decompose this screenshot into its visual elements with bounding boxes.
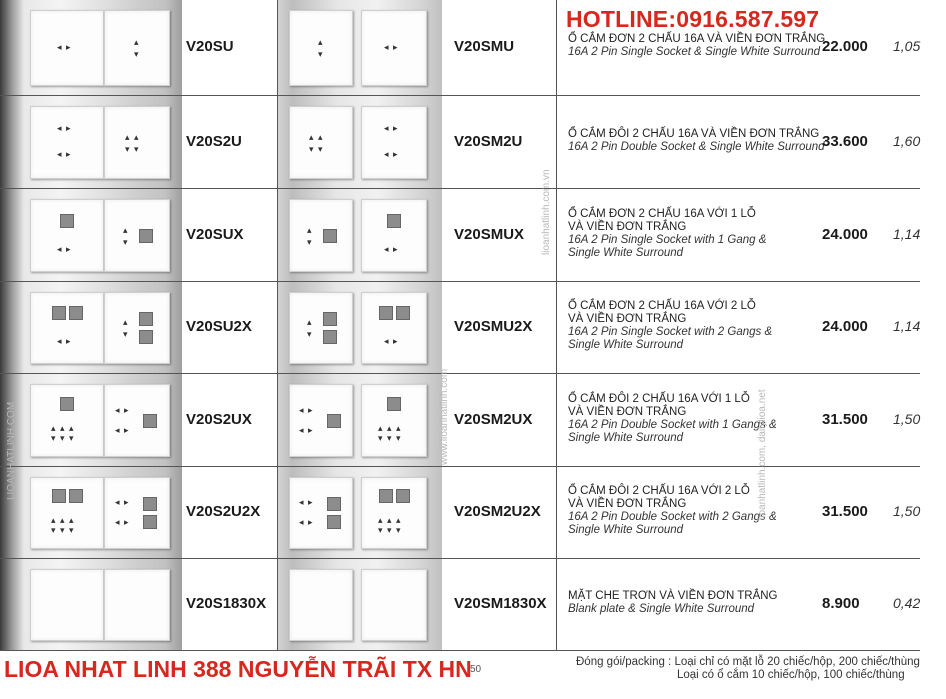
description-vietnamese: Ổ CẮM ĐƠN 2 CHẤU 16A VỚI 2 LỖ <box>568 300 756 312</box>
product-code: V20SM2UX <box>454 410 533 428</box>
description-english: Single White Surround <box>568 431 684 444</box>
switch-plate-image <box>104 384 170 457</box>
product-description <box>568 128 825 154</box>
socket-pin-icon: ▴ <box>307 317 313 327</box>
socket-pin-icon: ▾ <box>318 49 324 59</box>
description-english: 16A 2 Pin Single Socket with 1 Gang & <box>568 233 767 246</box>
socket-pin-icon: ◂ ▸ <box>299 404 314 415</box>
price: 24.000 <box>822 225 868 243</box>
module-gang-icon <box>52 489 66 503</box>
switch-plate-image <box>30 384 104 457</box>
switch-plate-image <box>30 477 104 549</box>
product-code: V20SMU2X <box>454 318 533 335</box>
module-gang-icon <box>396 306 410 320</box>
table-row <box>0 189 920 282</box>
description-english: 16A 2 Pin Single Socket & Single White Surround <box>568 46 821 58</box>
product-code: V20SM1830X <box>454 595 547 612</box>
switch-plate-image <box>361 10 427 86</box>
switch-plate-image <box>361 477 427 549</box>
switch-plate-image <box>104 106 170 179</box>
socket-pin-icon: ◂ ▸ <box>115 424 130 435</box>
module-gang-icon <box>396 489 410 503</box>
switch-plate-image <box>104 199 170 272</box>
module-gang-icon <box>379 306 393 320</box>
price: 8.900 <box>822 595 860 612</box>
socket-pin-icon: ▴ ▴ ▴ <box>51 515 75 525</box>
weight: 1,60 <box>893 132 921 149</box>
product-code: V20S2UX <box>186 410 252 428</box>
product-description <box>568 208 766 260</box>
socket-pin-icon: ◂ ▸ <box>57 336 72 346</box>
description-english: Single White Surround <box>568 246 684 259</box>
description-english: Single White Surround <box>568 339 684 351</box>
switch-plate-image <box>361 292 427 364</box>
module-gang-icon <box>323 330 337 344</box>
weight: 1,05 <box>893 38 921 54</box>
table-row <box>0 96 920 189</box>
weight: 1,14 <box>893 318 921 334</box>
module-gang-icon <box>323 312 337 326</box>
table-row <box>0 467 920 559</box>
socket-pin-icon: ▾ ▾ <box>309 143 324 154</box>
switch-plate-image <box>361 569 427 641</box>
switch-plate-image <box>289 292 353 364</box>
socket-pin-icon: ▴ <box>123 224 129 235</box>
module-gang-icon <box>143 414 157 428</box>
module-gang-icon <box>139 229 153 243</box>
socket-pin-icon: ▾ <box>123 329 129 339</box>
weight: 1,50 <box>893 503 921 519</box>
socket-pin-icon: ▴ <box>134 37 140 47</box>
socket-pin-icon: ▴ <box>318 37 324 47</box>
module-gang-icon <box>139 312 153 326</box>
module-gang-icon <box>327 414 341 428</box>
description-english: Single White Surround <box>568 524 684 536</box>
socket-pin-icon: ◂ ▸ <box>57 42 72 52</box>
weight: 1,50 <box>893 410 921 427</box>
socket-pin-icon: ▾ ▾ ▾ <box>378 525 402 535</box>
product-description <box>568 33 825 59</box>
module-gang-icon <box>143 515 157 529</box>
product-description <box>568 590 778 616</box>
module-gang-icon <box>69 489 83 503</box>
socket-pin-icon: ◂ ▸ <box>115 497 130 507</box>
switch-plate-image <box>289 10 353 86</box>
module-gang-icon <box>327 515 341 529</box>
description-vietnamese: VÀ VIỀN ĐƠN TRẮNG <box>568 220 687 233</box>
socket-pin-icon: ▾ ▾ <box>125 143 140 154</box>
switch-plate-image <box>30 106 104 179</box>
switch-plate-image <box>289 384 353 457</box>
socket-pin-icon: ◂ ▸ <box>57 148 72 159</box>
module-gang-icon <box>379 489 393 503</box>
weight: 0,42 <box>893 595 921 611</box>
product-description <box>568 393 777 445</box>
switch-plate-image <box>30 569 104 641</box>
switch-plate-image <box>289 477 353 549</box>
description-vietnamese: VÀ VIỀN ĐƠN TRẮNG <box>568 498 687 510</box>
product-code: V20SUX <box>186 225 244 243</box>
socket-pin-icon: ◂ ▸ <box>384 122 399 133</box>
description-english: 16A 2 Pin Single Socket with 2 Gangs & <box>568 326 773 338</box>
socket-pin-icon: ▴ ▴ <box>125 131 140 142</box>
socket-pin-icon: ◂ ▸ <box>57 122 72 133</box>
socket-pin-icon: ◂ ▸ <box>384 243 399 254</box>
price: 22.000 <box>822 38 868 55</box>
description-vietnamese: Ổ CẮM ĐƠN 2 CHẤU 16A VÀ VIỀN ĐƠN TRẮNG <box>568 33 826 45</box>
socket-pin-icon: ◂ ▸ <box>384 42 399 52</box>
table-row <box>0 282 920 374</box>
module-gang-icon <box>327 497 341 511</box>
price: 24.000 <box>822 318 868 335</box>
packing-info <box>576 656 920 682</box>
description-vietnamese: VÀ VIỀN ĐƠN TRẮNG <box>568 405 687 418</box>
watermark: lioanhatlinh.com.vn <box>541 169 552 255</box>
switch-plate-image <box>289 569 353 641</box>
socket-pin-icon: ▴ ▴ ▴ <box>51 422 75 433</box>
switch-plate-image <box>104 477 170 549</box>
socket-pin-icon: ◂ ▸ <box>115 517 130 527</box>
socket-pin-icon: ▴ ▴ <box>309 131 324 142</box>
product-code: V20SMU <box>454 38 515 55</box>
module-gang-icon <box>139 330 153 344</box>
product-description <box>568 300 772 352</box>
packing-line-2: Loại có ổ cắm 10 chiếc/hộp, 100 chiếc/thùng <box>677 669 905 681</box>
description-english: 16A 2 Pin Double Socket with 1 Gangs & <box>568 418 777 431</box>
socket-pin-icon: ◂ ▸ <box>384 336 399 346</box>
socket-pin-icon: ▾ <box>307 236 313 247</box>
switch-plate-image <box>361 384 427 457</box>
switch-plate-image <box>104 569 170 641</box>
product-code: V20SU <box>186 38 234 55</box>
description-vietnamese: Ổ CẮM ĐƠN 2 CHẤU 16A VỚI 1 LỖ <box>568 207 756 220</box>
module-gang-icon <box>387 397 401 411</box>
switch-plate-image <box>361 106 427 179</box>
module-gang-icon <box>60 214 74 228</box>
description-english: Blank plate & Single White Surround <box>568 603 755 615</box>
product-code: V20SM2U2X <box>454 503 541 520</box>
table-row <box>0 374 920 467</box>
socket-pin-icon: ▴ ▴ ▴ <box>378 515 402 525</box>
switch-plate-image <box>289 106 353 179</box>
product-code: V20S2U <box>186 132 242 150</box>
watermark: lioanhatlinh.com, dailylioa.net <box>757 389 768 520</box>
socket-pin-icon: ▾ <box>134 49 140 59</box>
switch-plate-image <box>30 10 104 86</box>
socket-pin-icon: ◂ ▸ <box>299 424 314 435</box>
socket-pin-icon: ▾ ▾ ▾ <box>378 432 402 443</box>
socket-pin-icon: ◂ ▸ <box>299 497 314 507</box>
switch-plate-image <box>361 199 427 272</box>
description-english: 16A 2 Pin Double Socket with 2 Gangs & <box>568 511 777 523</box>
product-code: V20SM2U <box>454 132 523 150</box>
weight: 1,14 <box>893 225 921 242</box>
module-gang-icon <box>69 306 83 320</box>
module-gang-icon <box>52 306 66 320</box>
price: 33.600 <box>822 132 868 150</box>
switch-plate-image <box>30 199 104 272</box>
product-code: V20SMUX <box>454 225 525 243</box>
description-vietnamese: VÀ VIỀN ĐƠN TRẮNG <box>568 313 687 325</box>
switch-plate-image <box>104 10 170 86</box>
switch-plate-image <box>289 199 353 272</box>
price: 31.500 <box>822 410 868 428</box>
hotline-banner: HOTLINE:0916.587.597 <box>566 6 820 32</box>
socket-pin-icon: ◂ ▸ <box>299 517 314 527</box>
product-code: V20S1830X <box>186 595 267 612</box>
switch-plate-image <box>104 292 170 364</box>
description-vietnamese: Ổ CẮM ĐÔI 2 CHẤU 16A VÀ VIỀN ĐƠN TRẮNG <box>568 127 820 140</box>
watermark: www.lioanhatlinh.com <box>439 368 450 465</box>
switch-plate-image <box>30 292 104 364</box>
product-code: V20SU2X <box>186 318 252 335</box>
description-english: 16A 2 Pin Double Socket & Single White Surround <box>568 140 825 153</box>
page-number: 50 <box>470 664 482 675</box>
watermark: LIOANHATLINH.COM <box>6 401 17 500</box>
socket-pin-icon: ▾ <box>123 236 129 247</box>
socket-pin-icon: ▴ <box>123 317 129 327</box>
description-vietnamese: MẶT CHE TRƠN VÀ VIỀN ĐƠN TRẮNG <box>568 590 778 602</box>
module-gang-icon <box>60 397 74 411</box>
module-gang-icon <box>387 214 401 228</box>
module-gang-icon <box>143 497 157 511</box>
packing-line-1: Đóng gói/packing : Loại chỉ có mặt lỗ 20 chiếc/hộp, 200 chiếc/thùng <box>576 656 920 668</box>
socket-pin-icon: ▾ ▾ ▾ <box>51 525 75 535</box>
socket-pin-icon: ◂ ▸ <box>57 243 72 254</box>
description-vietnamese: Ổ CẮM ĐÔI 2 CHẤU 16A VỚI 2 LỖ <box>568 485 750 497</box>
table-row <box>0 559 920 651</box>
footer-brand: LIOA NHAT LINH 388 NGUYỄN TRÃI TX HN <box>4 656 472 682</box>
product-description <box>568 485 777 537</box>
socket-pin-icon: ▾ <box>307 329 313 339</box>
socket-pin-icon: ◂ ▸ <box>384 148 399 159</box>
socket-pin-icon: ▴ <box>307 224 313 235</box>
module-gang-icon <box>323 229 337 243</box>
socket-pin-icon: ▾ ▾ ▾ <box>51 432 75 443</box>
price: 31.500 <box>822 503 868 520</box>
description-vietnamese: Ổ CẮM ĐÔI 2 CHẤU 16A VỚI 1 LỖ <box>568 392 750 405</box>
socket-pin-icon: ◂ ▸ <box>115 404 130 415</box>
product-code: V20S2U2X <box>186 503 261 520</box>
socket-pin-icon: ▴ ▴ ▴ <box>378 422 402 433</box>
